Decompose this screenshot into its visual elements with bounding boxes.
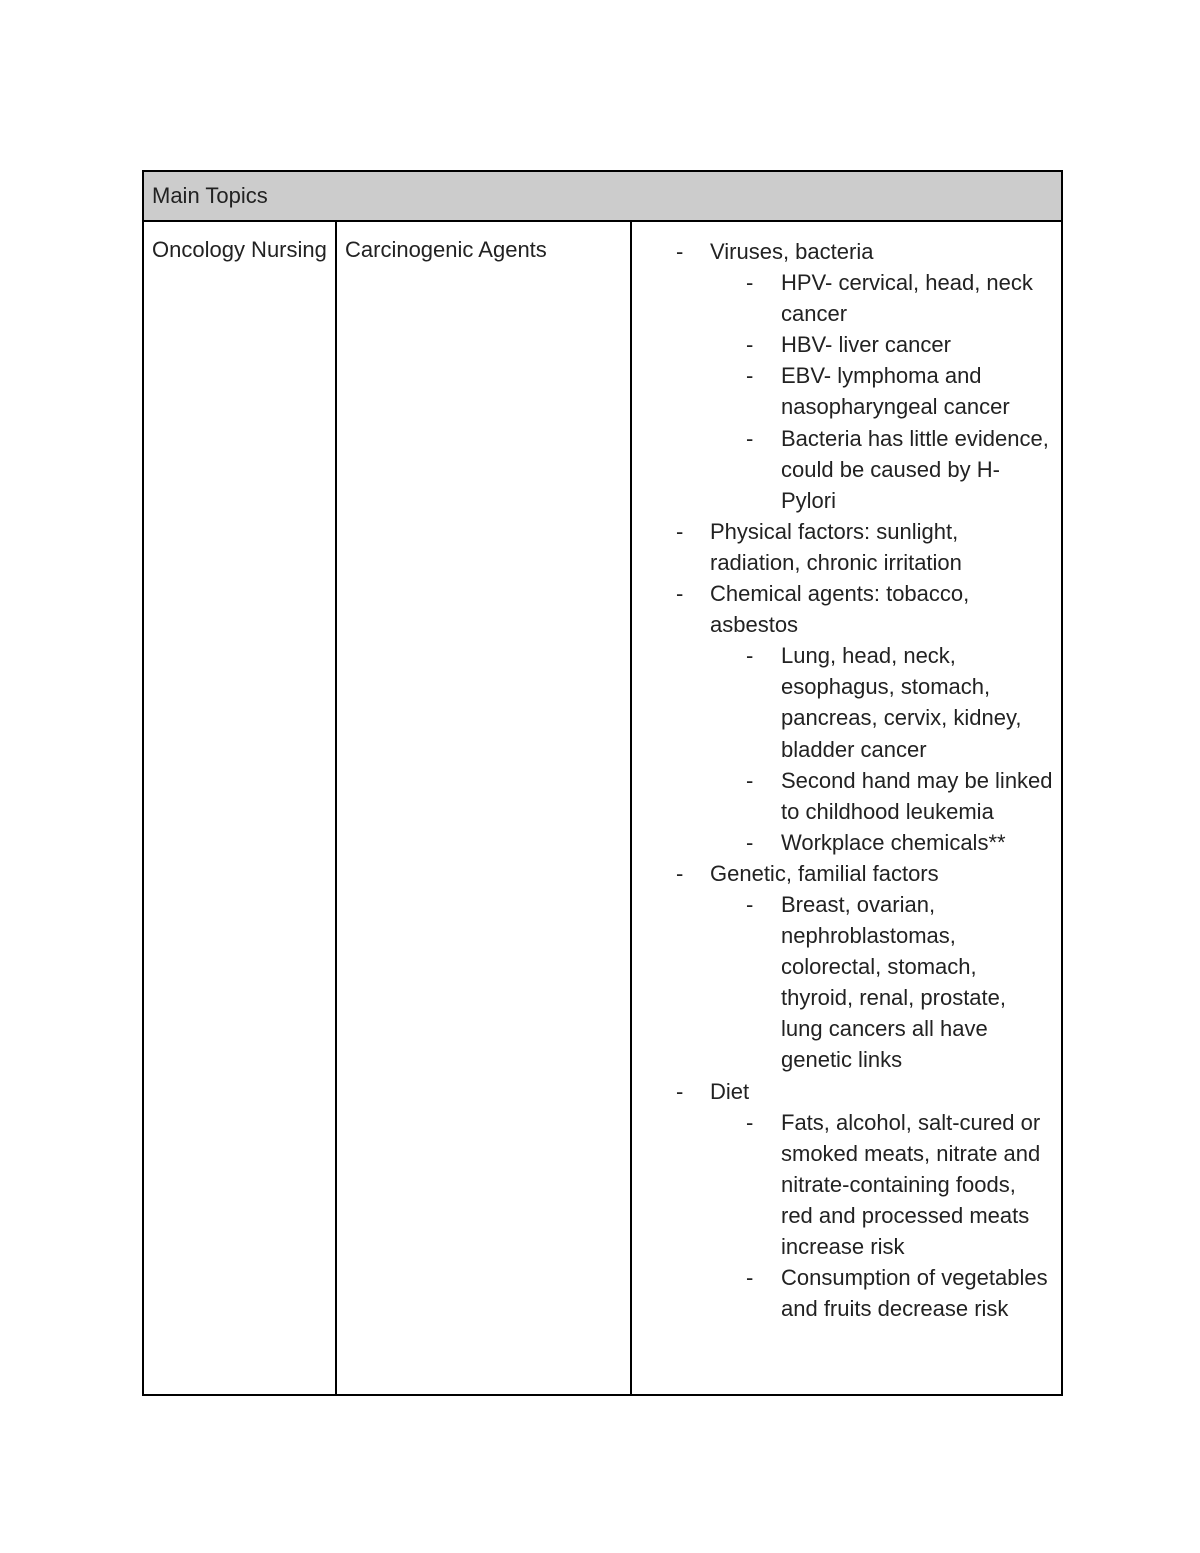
- subtopic-text: Carcinogenic Agents: [345, 237, 547, 262]
- note-subitem: - Second hand may be linked to childhood leukemia: [632, 765, 1053, 827]
- note-subitem: - Bacteria has little evidence, could be caused by H-Pylori: [632, 423, 1053, 516]
- note-subitem: - Lung, head, neck, esophagus, stomach, pancreas, cervix, kidney, bladder cancer: [632, 640, 1053, 764]
- header-cell: [143, 171, 1062, 221]
- note-subitem: - Workplace chemicals**: [632, 827, 1053, 858]
- note-item: - Viruses, bacteria: [632, 236, 1053, 267]
- note-subitem: - EBV- lymphoma and nasopharyngeal cancer: [632, 360, 1053, 422]
- notes-list: [632, 222, 1061, 1324]
- note-subitem: - HPV- cervical, head, neck cancer: [632, 267, 1053, 329]
- note-subitem: - Fats, alcohol, salt-cured or smoked meats, nitrate and nitrate-containing foods, red and processed meats increase risk: [632, 1107, 1053, 1262]
- note-subitem: - HBV- liver cancer: [632, 329, 1053, 360]
- topic-text: Oncology Nursing: [152, 237, 327, 262]
- subtopic-cell: [336, 221, 631, 1395]
- note-item: - Chemical agents: tobacco, asbestos: [632, 578, 1053, 640]
- note-item: - Diet: [632, 1076, 1053, 1107]
- content-row: [143, 221, 1062, 1395]
- header-title: Main Topics: [152, 183, 268, 208]
- note-item: - Genetic, familial factors: [632, 858, 1053, 889]
- notes-table: [142, 170, 1063, 1396]
- note-subitem: - Consumption of vegetables and fruits decrease risk: [632, 1262, 1053, 1324]
- notes-cell: [631, 221, 1062, 1395]
- header-row: [143, 171, 1062, 221]
- note-item: - Physical factors: sunlight, radiation, chronic irritation: [632, 516, 1053, 578]
- note-subitem: - Breast, ovarian, nephroblastomas, colorectal, stomach, thyroid, renal, prostate, lung cancers all have genetic links: [632, 889, 1053, 1076]
- topic-cell: [143, 221, 336, 1395]
